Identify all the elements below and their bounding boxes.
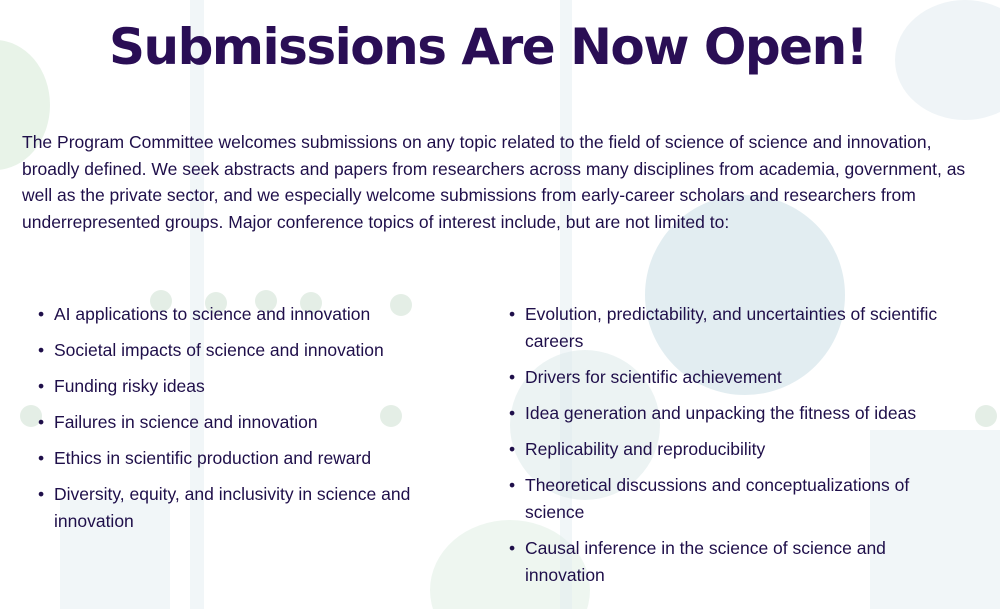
list-item <box>509 472 969 526</box>
topic-label: Societal impacts of science and innovation <box>54 340 384 360</box>
bullet-icon: • <box>38 412 45 432</box>
bullet-icon: • <box>38 304 45 324</box>
topic-label: Failures in science and innovation <box>54 412 318 432</box>
list-item <box>509 400 969 427</box>
list-item <box>509 364 969 391</box>
background-dot <box>975 405 997 427</box>
topic-label: Funding risky ideas <box>54 376 205 396</box>
topic-label: Theoretical discussions and conceptualizations of science <box>525 475 910 522</box>
list-item <box>38 301 458 328</box>
bullet-icon: • <box>509 538 516 558</box>
bullet-icon: • <box>38 484 45 504</box>
list-item <box>38 481 458 535</box>
list-item <box>38 445 458 472</box>
list-item <box>509 301 969 355</box>
list-item <box>509 535 969 589</box>
page-title: Submissions Are Now Open! <box>109 18 867 76</box>
topic-label: Evolution, predictability, and uncertainties of scientific careers <box>525 304 938 351</box>
topic-label: Drivers for scientific achievement <box>525 367 782 387</box>
list-item <box>509 436 969 463</box>
bullet-icon: • <box>509 475 516 495</box>
topic-label: Ethics in scientific production and reward <box>54 448 372 468</box>
list-item <box>38 409 458 436</box>
bullet-icon: • <box>509 403 516 423</box>
topic-label: Causal inference in the science of science and innovation <box>525 538 886 585</box>
topic-label: Idea generation and unpacking the fitness of ideas <box>525 403 917 423</box>
topics-list-right <box>509 301 969 598</box>
topic-label: Replicability and reproducibility <box>525 439 766 459</box>
intro-paragraph: The Program Committee welcomes submissions on any topic related to the field of science of science and innovation, broadly defined. We seek abstracts and papers from researchers across many disciplines from academia, government, as well as the private sector, and we especially welcome submissions from early-career scholars and researchers from underrepresented groups. Major conference topics of interest include, but are not limited to: <box>22 132 966 232</box>
topics-list-left <box>38 301 458 544</box>
bullet-icon: • <box>38 376 45 396</box>
topic-label: AI applications to science and innovation <box>54 304 371 324</box>
bullet-icon: • <box>38 448 45 468</box>
list-item <box>38 337 458 364</box>
bullet-icon: • <box>509 367 516 387</box>
list-item <box>38 373 458 400</box>
bullet-icon: • <box>509 304 516 324</box>
topic-label: Diversity, equity, and inclusivity in science and innovation <box>54 484 411 531</box>
bullet-icon: • <box>509 439 516 459</box>
bullet-icon: • <box>38 340 45 360</box>
